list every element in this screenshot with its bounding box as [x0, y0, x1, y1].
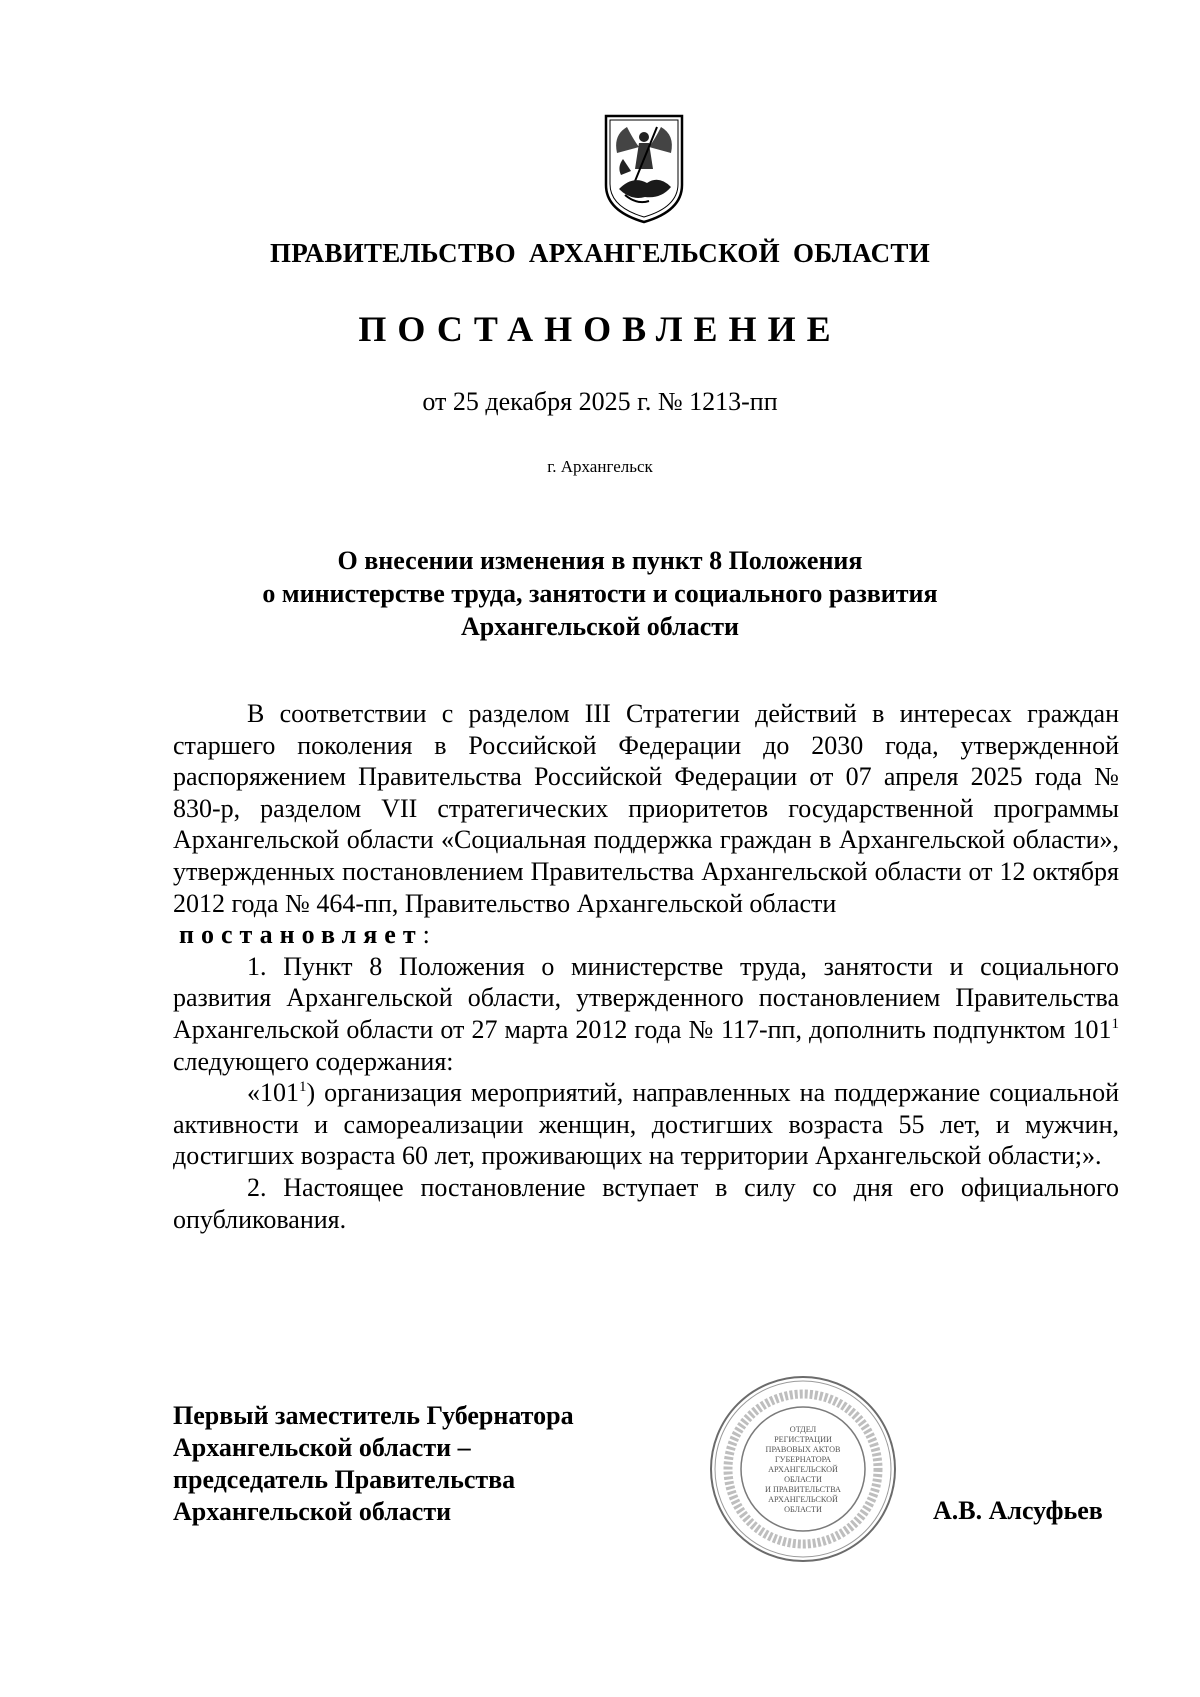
official-seal-stamp-icon [708, 1374, 898, 1564]
item-1-paragraph [173, 951, 1119, 1077]
title-line: о министерстве труда, занятости и социального развития [262, 579, 938, 608]
preamble-paragraph [173, 698, 1119, 919]
stamp-text-line: ОТДЕЛ [789, 1425, 817, 1434]
stamp-text-line: ГУБЕРНАТОРА [774, 1455, 832, 1464]
title-line: О внесении изменения в пункт 8 Положения [337, 546, 863, 575]
position-line: Архангельской области [173, 1497, 452, 1526]
item-1-tail: следующего содержания: [173, 1046, 454, 1076]
item-1-text: 1. Пункт 8 Положения о министерстве труда, занятости и социального развития Архангельской области, утвержденного постановлением Правительства Архангельской области от 27 марта 2012 года № 117-пп, дополнить подпунктом 101 [173, 951, 1119, 1044]
stamp-text-line: РЕГИСТРАЦИИ [774, 1435, 832, 1444]
position-line: Первый заместитель Губернатора [173, 1401, 574, 1430]
resolves-colon: : [422, 920, 430, 950]
stamp-text-line: ОБЛАСТИ [784, 1475, 822, 1484]
document-title [0, 544, 1200, 643]
resolves-word: постановляет [179, 920, 423, 950]
stamp-text-line: И ПРАВИТЕЛЬСТВА [765, 1485, 841, 1494]
item-2-text: 2. Настоящее постановление вступает в силу со дня его официального опубликования. [173, 1172, 1119, 1234]
arkhangelsk-coat-of-arms-icon [603, 113, 685, 225]
item-2-paragraph [173, 1172, 1119, 1235]
resolves-line [173, 919, 1119, 951]
stamp-text-line: АРХАНГЕЛЬСКОЙ [768, 1465, 838, 1474]
title-line: Архангельской области [460, 612, 740, 641]
document-city: г. Архангельск [547, 457, 653, 476]
subitem-open: «101 [247, 1078, 299, 1108]
government-name: ПРАВИТЕЛЬСТВО АРХАНГЕЛЬСКОЙ ОБЛАСТИ [269, 238, 931, 268]
preamble-text: В соответствии с разделом III Стратегии действий в интересах граждан старшего поколения в Российской Федерации до 2030 года, утвержденной распоряжением Правительства Российской Федерации от 07 апреля 2025 года № 830-р, разделом VII стратегических приоритетов государственной программы Архангельской области «Социальная поддержка граждан в Архангельской области», утвержденных постановлением Правительства Архангельской области от 12 октября 2012 года № 464-пп, Правительство Архангельской области [173, 699, 1119, 918]
subitem-text: ) организация мероприятий, направленных на поддержание социальной активности и самореализации женщин, достигших возраста 55 лет, и мужчин, достигших возраста 60 лет, проживающих на территории Архангельской области;». [173, 1078, 1119, 1171]
item-1-superscript: 1 [1111, 1015, 1119, 1032]
document-type: ПОСТАНОВЛЕНИЕ [358, 309, 842, 349]
signatory-name: А.В. Алсуфьев [933, 1496, 1103, 1525]
signatory-position [173, 1400, 574, 1528]
document-body [173, 698, 1119, 1235]
position-line: председатель Правительства [173, 1465, 516, 1494]
stamp-text-line: ОБЛАСТИ [784, 1505, 822, 1514]
position-line: Архангельской области – [173, 1433, 471, 1462]
document-date-number: от 25 декабря 2025 г. № 1213-пп [422, 387, 778, 416]
subitem-paragraph [173, 1077, 1119, 1172]
stamp-text-line: АРХАНГЕЛЬСКОЙ [768, 1495, 838, 1504]
subitem-superscript: 1 [299, 1079, 307, 1096]
stamp-text-line: ПРАВОВЫХ АКТОВ [765, 1445, 841, 1454]
